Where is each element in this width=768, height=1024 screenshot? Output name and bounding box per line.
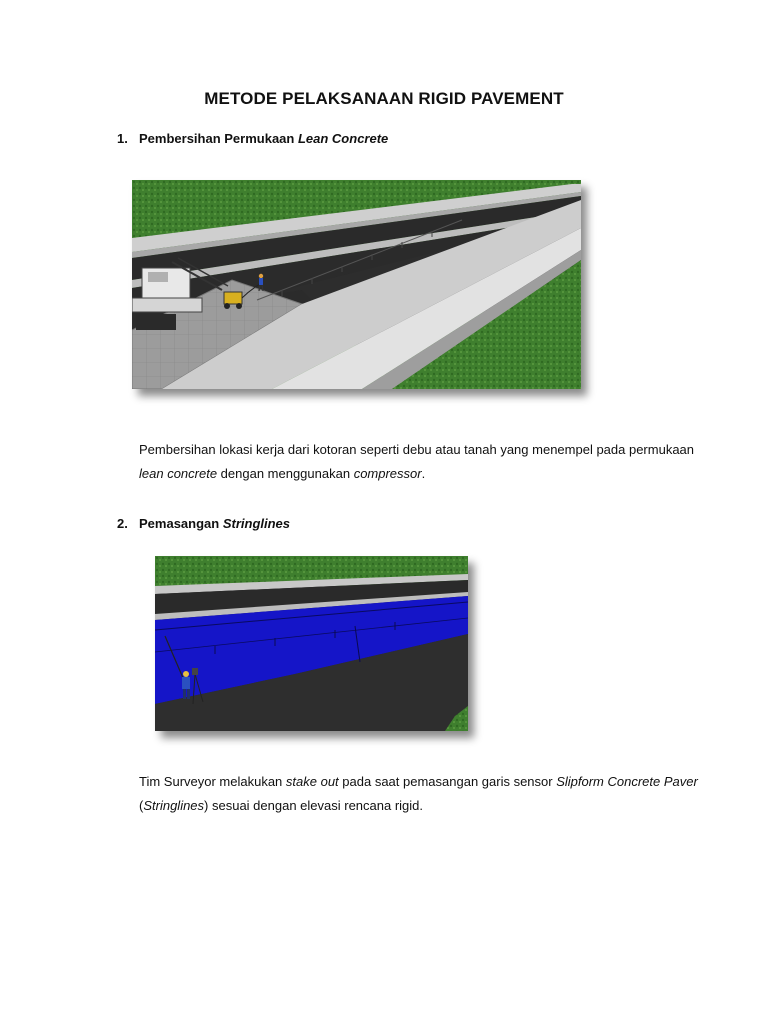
section-1-heading-italic: Lean Concrete	[297, 131, 389, 146]
term-lean-concrete: lean concrete	[139, 466, 218, 481]
page-title: METODE PELAKSANAAN RIGID PAVEMENT	[204, 89, 564, 108]
section-2-paragraph-open-paren: (	[139, 798, 144, 813]
section-1-paragraph-line-1: Pembersihan lokasi kerja dari kotoran seperti debu atau tanah yang menempel pada permukaan	[139, 442, 695, 457]
section-2-number: 2.	[117, 516, 128, 531]
section-1-paragraph	[139, 438, 699, 486]
section-1-heading	[117, 131, 388, 146]
stringline-survey-illustration	[155, 556, 468, 731]
section-2-paragraph-text-a: Tim Surveyor melakukan	[139, 774, 286, 789]
section-1-paragraph-period: .	[421, 466, 426, 481]
section-2-heading-italic: Stringlines	[222, 516, 291, 531]
road-cleaning-illustration	[132, 180, 581, 389]
section-2-paragraph-line-1	[139, 770, 699, 794]
section-2-heading	[117, 516, 290, 531]
section-2-paragraph	[139, 770, 699, 818]
term-stake-out: stake out	[285, 774, 339, 789]
term-stringlines: Stringlines	[143, 798, 205, 813]
term-slipform-concrete-paver: Slipform Concrete Paver	[556, 774, 698, 789]
section-2-paragraph-line-2	[139, 794, 699, 818]
section-1-number: 1.	[117, 131, 128, 146]
section-1-heading-text: Pembersihan Permukaan	[139, 131, 298, 146]
section-1-paragraph-line-2	[139, 462, 699, 486]
section-2-heading-text: Pemasangan	[139, 516, 223, 531]
section-1-paragraph-text: dengan menggunakan	[217, 466, 354, 481]
section-2-paragraph-text-c: ) sesuai dengan elevasi rencana rigid.	[204, 798, 424, 813]
term-compressor: compressor	[353, 466, 422, 481]
section-2-paragraph-text-b: pada saat pemasangan garis sensor	[338, 774, 557, 789]
